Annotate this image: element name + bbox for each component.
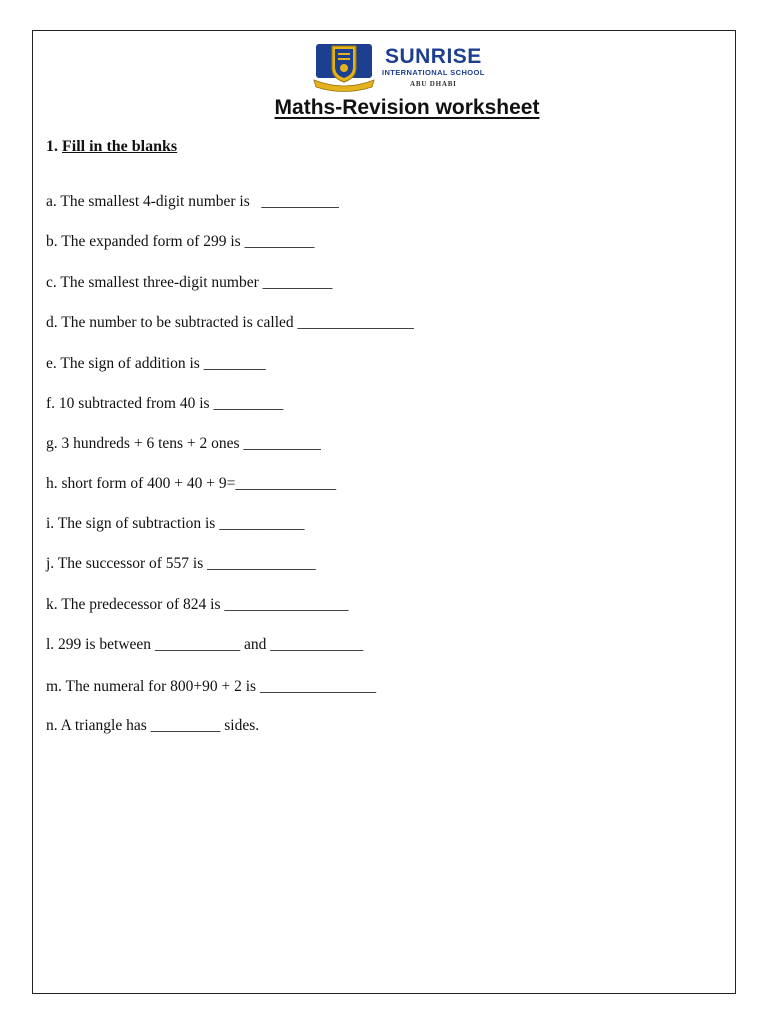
school-subtitle: INTERNATIONAL SCHOOL [382,68,485,78]
section-heading [46,138,177,156]
section-number: 1. [46,138,58,155]
question-m: m. The numeral for 800+90 + 2 is _______________ [46,678,377,695]
question-a: a. The smallest 4-digit number is __________ [46,193,339,210]
question-k: k. The predecessor of 824 is ________________ [46,596,349,613]
question-c: c. The smallest three-digit number _________ [46,274,333,291]
question-i: i. The sign of subtraction is ___________ [46,515,305,532]
worksheet-title: Maths-Revision worksheet [274,96,540,119]
school-crest-icon [312,42,376,92]
section-title: Fill in the blanks [62,138,178,155]
question-h: h. short form of 400 + 40 + 9=_____________ [46,475,337,492]
question-j: j. The successor of 557 is ______________ [46,555,316,572]
question-f: f. 10 subtracted from 40 is _________ [46,395,284,412]
question-g: g. 3 hundreds + 6 tens + 2 ones __________ [46,435,321,452]
question-d: d. The number to be subtracted is called _______________ [46,314,414,331]
school-logo [312,42,485,92]
school-location: ABU DHABI [410,79,457,88]
question-b: b. The expanded form of 299 is _________ [46,233,315,250]
page-border [32,30,736,994]
question-l: l. 299 is between ___________ and ____________ [46,636,364,653]
question-n: n. A triangle has _________ sides. [46,717,260,734]
question-e: e. The sign of addition is ________ [46,355,266,372]
school-name: SUNRISE [384,45,482,69]
